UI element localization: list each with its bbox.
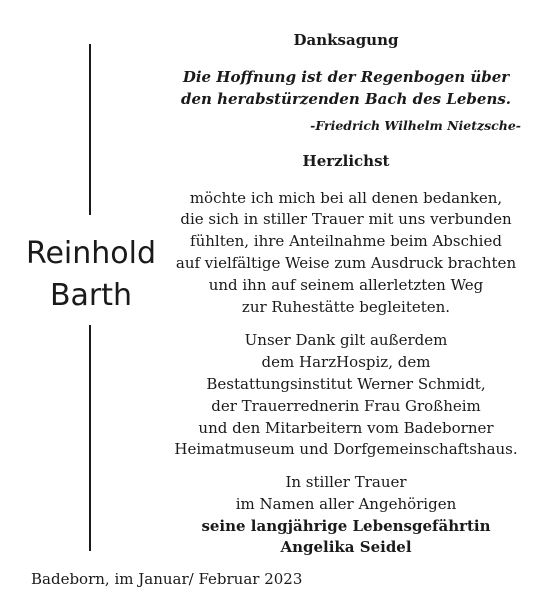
thanks-line: fühlten, ihre Anteilnahme beim Abschied — [190, 232, 502, 250]
quote-author: -Friedrich Wilhelm Nietzsche- — [310, 118, 521, 133]
additional-thanks-line: und den Mitarbeitern vom Badeborner — [198, 419, 494, 437]
vertical-rule-bottom — [89, 325, 91, 551]
thanks-line: auf vielfältige Weise zum Ausdruck brachten — [175, 254, 517, 272]
thanks-line: zur Ruhestätte begleiteten. — [241, 298, 451, 316]
quote-line: den herabstürzenden Bach des Lebens. — [180, 90, 512, 108]
deceased-last-name: Barth — [49, 278, 133, 313]
thanks-line: und ihn auf seinem allerletzten Weg — [208, 276, 484, 294]
signature-line: seine langjährige Lebensgefährtin — [201, 517, 491, 535]
greeting: Herzlichst — [302, 152, 390, 170]
heading: Danksagung — [293, 31, 399, 49]
thanks-line: die sich in stiller Trauer mit uns verbunden — [180, 210, 512, 228]
quote-line: Die Hoffnung ist der Regenbogen über — [182, 68, 510, 86]
signature-line: In stiller Trauer — [285, 473, 407, 491]
signature-line: im Namen aller Angehörigen — [235, 495, 457, 513]
additional-thanks-line: Bestattungsinstitut Werner Schmidt, — [206, 375, 486, 393]
vertical-rule-top — [89, 44, 91, 215]
thanks-line: möchte ich mich bei all denen bedanken, — [189, 189, 503, 207]
place-and-date: Badeborn, im Januar/ Februar 2023 — [31, 570, 303, 588]
signatory-name: Angelika Seidel — [280, 538, 412, 556]
deceased-first-name: Reinhold — [25, 236, 157, 271]
additional-thanks-line: Unser Dank gilt außerdem — [244, 331, 448, 349]
additional-thanks-line: dem HarzHospiz, dem — [261, 353, 431, 371]
additional-thanks-line: der Trauerrednerin Frau Großheim — [211, 397, 481, 415]
additional-thanks-line: Heimatmuseum und Dorfgemeinschaftshaus. — [174, 440, 518, 458]
